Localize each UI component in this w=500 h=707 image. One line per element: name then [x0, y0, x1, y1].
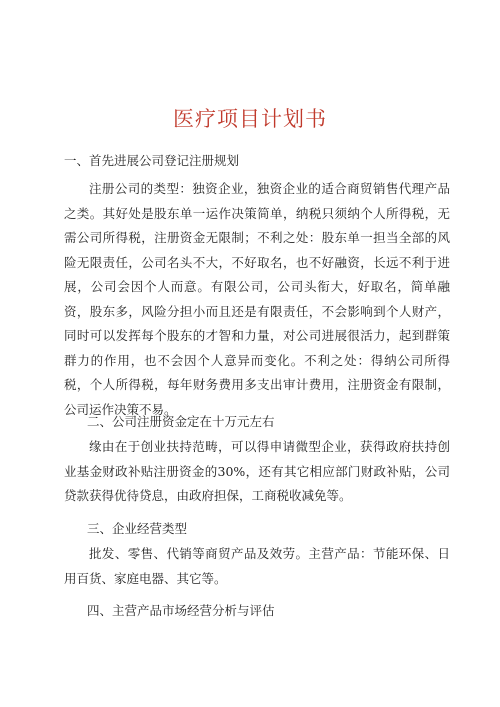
section-heading-2: 二、公司注册资金定在十万元左右 [87, 414, 275, 429]
section-paragraph-1: 注册公司的类型：独资企业，独资企业的适合商贸销售代理产品之类。其好处是股东单一运作决策简单，纳税只须纳个人所得税，无需公司所得税，注册资金无限制；不利之处：股东单一担当全部的风险无限责任，公司名头不大，不好取名，也不好融资，长远不利于进展，公司会因个人而意。有限公司，公司头衔大，好取名，简单融资，股东多，风险分担小而且还是有限责任，不会影响到个人财产，同时可以发挥每个股东的才智和力量，对公司进展很活力，起到群策群力的作用，也不会因个人意异而变化。不利之处：得纳公司所得税，个人所得税，每年财务费用多支出审计费用，注册资金有限制，公司运作决策不易。 [64, 181, 450, 417]
section-heading-3: 三、企业经营类型 [87, 521, 188, 536]
section-paragraph-3: 批发、零售、代销等商贸产品及效劳。主营产品：节能环保、日用百货、家庭电器、其它等。 [64, 546, 450, 586]
section-paragraph-2: 缘由在于创业扶持范畴，可以得申请微型企业，获得政府扶持创业基金财政补贴注册资金的30%，还有其它相应部门财政补贴，公司贷款获得优待贷息，由政府担保，工商税收减免等。 [64, 439, 450, 503]
section-heading-4: 四、主营产品市场经营分析与评估 [87, 603, 275, 618]
document-title: 医疗项目计划书 [173, 107, 327, 131]
section-heading-1: 一、首先进展公司登记注册规划 [64, 153, 240, 168]
